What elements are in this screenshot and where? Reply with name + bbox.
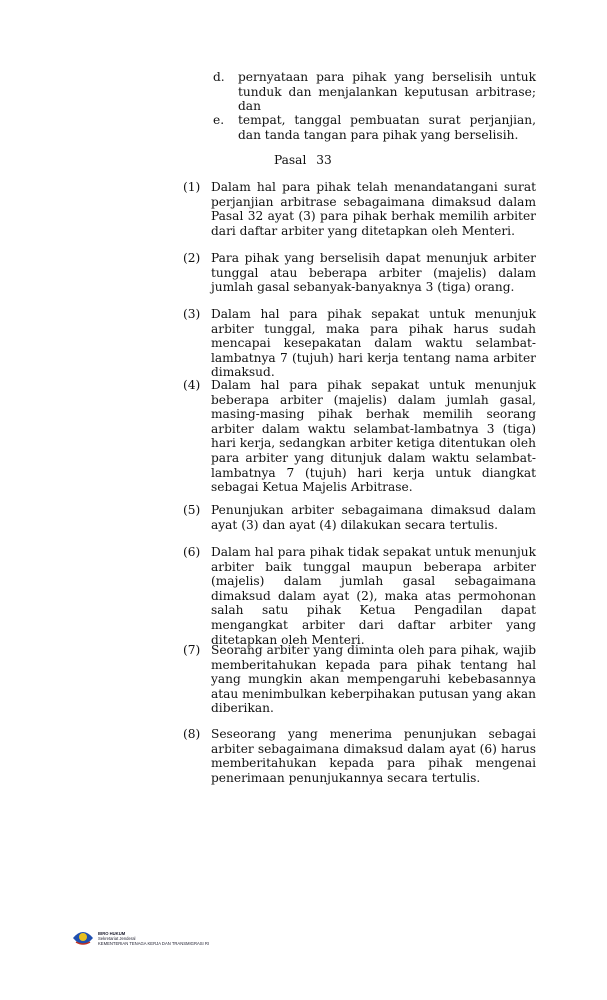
footer-line-1: BIRO HUKUM [98, 930, 126, 936]
paragraph-number: (3) [183, 307, 201, 321]
paragraph-text: Dalam hal para pihak sepakat untuk menunjuk beberapa arbiter (majelis) dalam jumlah gasal, masing-masing pihak berhak memilih seorang arbiter dalam waktu selambat-lambatnya 3 (tiga) hari kerja, sedangkan arbiter ketiga ditentukan oleh para arbiter yang ditunjuk dalam waktu selambat-lambatnya 7 (tujuh) hari kerja untuk diangkat sebagai Ketua Majelis Arbitrase. [211, 378, 536, 495]
paragraph-text: Dalam hal para pihak sepakat untuk menunjuk arbiter tunggal, maka para pihak harus sudah mencapai kesepakatan dalam waktu selambat-lambatnya 7 (tujuh) hari kerja tentang nama arbiter dimaksud. [211, 307, 536, 380]
article-title: Pasal 33 [274, 153, 332, 167]
paragraph-text: Dalam hal para pihak telah menandatangani surat perjanjian arbitrase sebagaimana dimaksud dalam Pasal 32 ayat (3) para pihak berhak memilih arbiter dari daftar arbiter yang ditetapkan oleh Menteri. [211, 180, 536, 238]
paragraph-number: (2) [183, 251, 201, 265]
paragraph-text: Seorang arbiter yang diminta oleh para pihak, wajib memberitahukan kepada para pihak tentang hal yang mungkin akan mempengaruhi kebebasannya atau menimbulkan keberpihakan putusan yang akan diberikan. [211, 643, 536, 716]
list-text: pernyataan para pihak yang berselisih untuk tunduk dan menjalankan keputusan arbitrase; dan [238, 70, 536, 114]
paragraph-number: (8) [183, 727, 201, 741]
list-marker: e. [213, 113, 225, 127]
paragraph-number: (6) [183, 545, 201, 559]
paragraph-text: Para pihak yang berselisih dapat menunjuk arbiter tunggal atau beberapa arbiter (majelis) dalam jumlah gasal sebanyak-banyaknya 3 (tiga) orang. [211, 251, 536, 295]
paragraph-text: Penunjukan arbiter sebagaimana dimaksud dalam ayat (3) dan ayat (4) dilakukan secara tertulis. [211, 503, 536, 532]
paragraph-number: (7) [183, 643, 201, 657]
footer-line-2: Sekretariat Jenderal [98, 935, 136, 941]
paragraph-number: (5) [183, 503, 201, 517]
paragraph-text: Dalam hal para pihak tidak sepakat untuk menunjuk arbiter baik tunggal maupun beberapa arbiter (majelis) dalam jumlah gasal sebagaimana dimaksud dalam ayat (2), maka atas permohonan salah satu pihak Ketua Pengadilan dapat mengangkat arbiter dari daftar arbiter yang ditetapkan oleh Menteri. [211, 545, 536, 647]
paragraph-text: Seseorang yang menerima penunjukan sebagai arbiter sebagaimana dimaksud dalam ayat (6) harus memberitahukan kepada para pihak mengenai penerimaan penunjukannya secara tertulis. [211, 727, 536, 785]
ministry-emblem-icon [72, 928, 94, 948]
list-text: tempat, tanggal pembuatan surat perjanjian, dan tanda tangan para pihak yang berselisih. [238, 113, 536, 142]
paragraph-number: (4) [183, 378, 201, 392]
footer-logo-block [72, 928, 209, 948]
paragraph-number: (1) [183, 180, 201, 194]
list-marker: d. [213, 70, 225, 84]
footer-line-3: KEMENTERIAN TENAGA KERJA DAN TRANSMIGRASI RI [98, 940, 210, 946]
